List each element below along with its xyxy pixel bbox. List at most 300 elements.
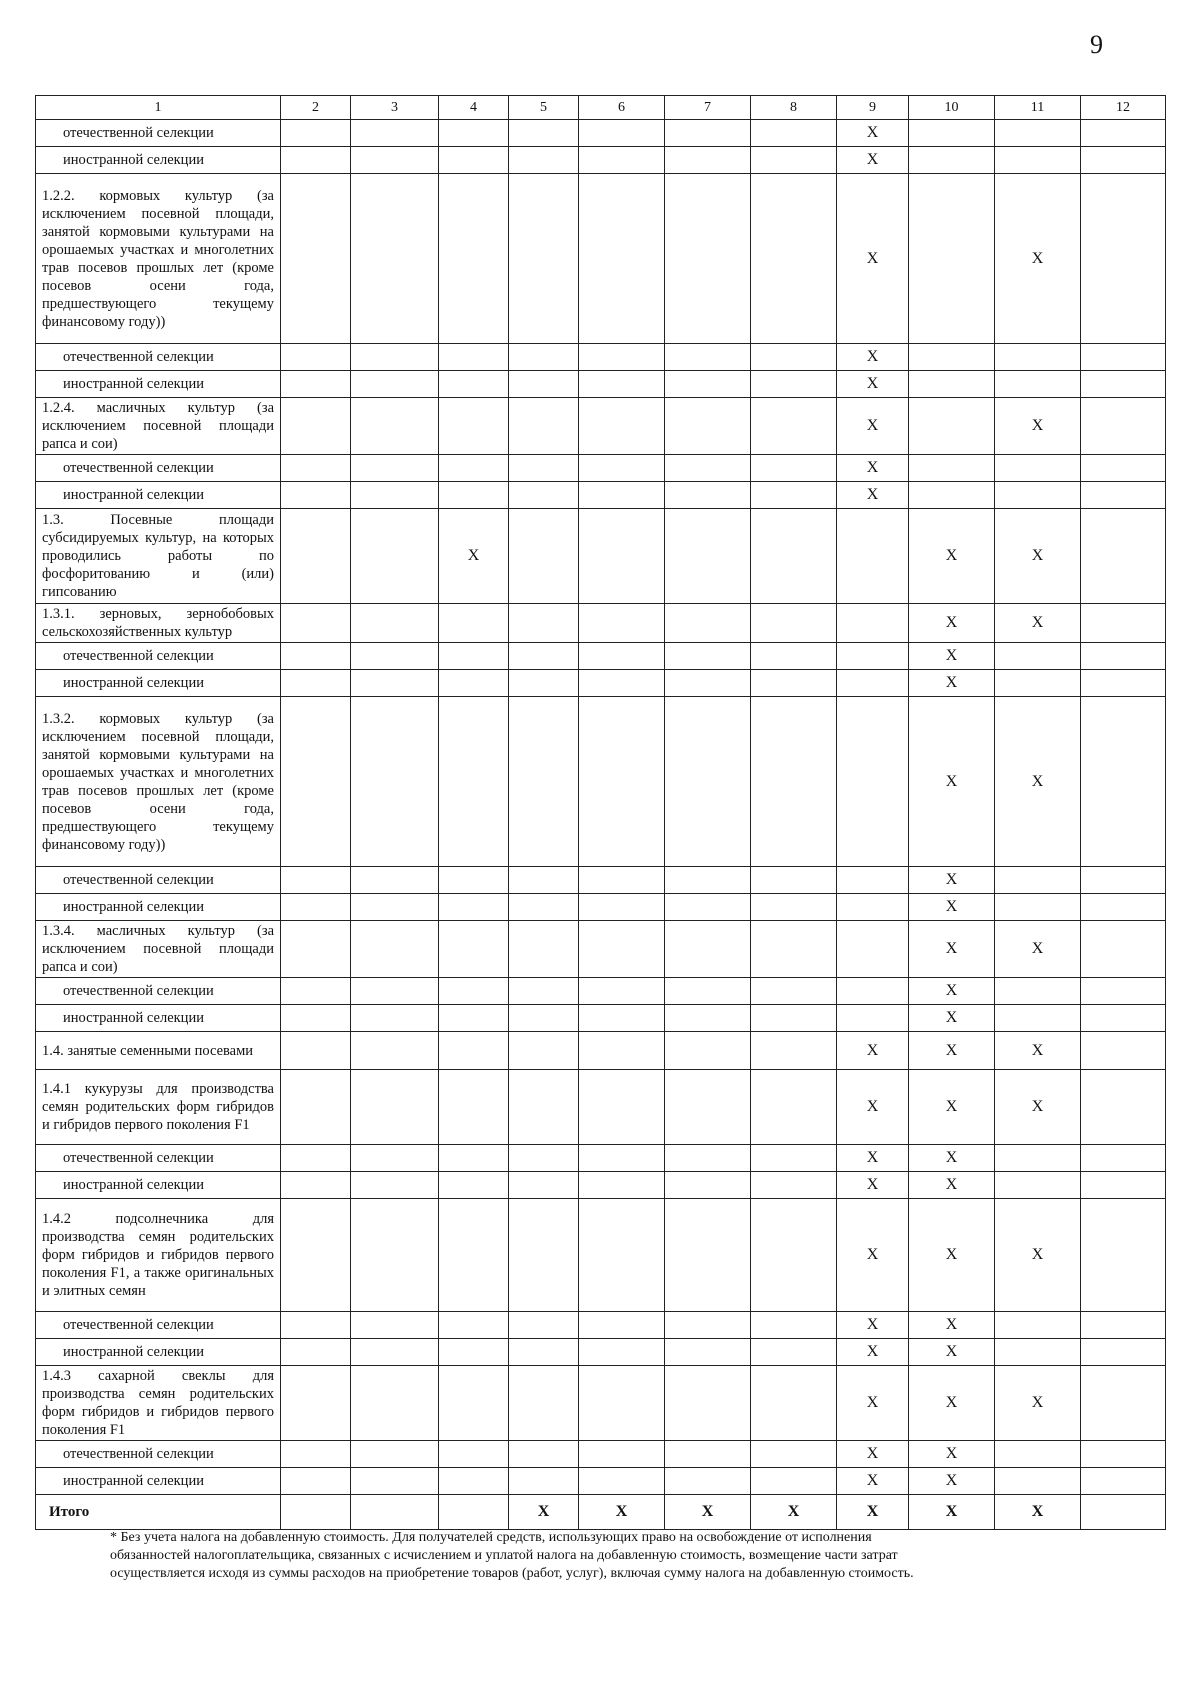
table-cell	[509, 509, 579, 604]
table-cell: X	[909, 1005, 995, 1032]
row-label: иностранной селекции	[36, 894, 281, 921]
table-cell	[509, 1339, 579, 1366]
table-cell	[751, 1070, 837, 1145]
table-cell	[837, 604, 909, 643]
table-cell	[579, 1005, 665, 1032]
table-cell	[1081, 1199, 1166, 1312]
table-cell	[1081, 604, 1166, 643]
table-cell	[509, 1366, 579, 1441]
table-cell	[281, 1441, 351, 1468]
table-cell	[579, 1441, 665, 1468]
table-cell	[995, 344, 1081, 371]
table-cell	[665, 455, 751, 482]
table-cell	[579, 1366, 665, 1441]
table-cell	[579, 344, 665, 371]
table-cell	[439, 1172, 509, 1199]
table-cell	[351, 398, 439, 455]
table-cell	[665, 1005, 751, 1032]
table-cell: X	[837, 344, 909, 371]
table-cell	[509, 482, 579, 509]
table-cell	[509, 894, 579, 921]
table-cell	[1081, 894, 1166, 921]
table-cell	[509, 921, 579, 978]
table-cell: X	[837, 1032, 909, 1070]
table-cell	[281, 643, 351, 670]
table-cell	[579, 670, 665, 697]
table-cell	[281, 1468, 351, 1495]
table-cell: X	[837, 120, 909, 147]
table-cell	[351, 921, 439, 978]
table-cell	[509, 1441, 579, 1468]
table-cell	[281, 697, 351, 867]
table-cell: X	[909, 1145, 995, 1172]
table-cell	[281, 398, 351, 455]
table-cell: X	[579, 1495, 665, 1530]
table-cell	[439, 1312, 509, 1339]
table-cell	[509, 1199, 579, 1312]
column-header: 10	[909, 96, 995, 120]
table-row	[36, 371, 1166, 398]
table-cell	[995, 1172, 1081, 1199]
table-cell	[509, 697, 579, 867]
table-cell: X	[837, 1145, 909, 1172]
page-number: 9	[1090, 30, 1103, 59]
table-cell: X	[909, 867, 995, 894]
table-cell	[439, 867, 509, 894]
table-cell	[995, 867, 1081, 894]
total-row	[36, 1495, 1166, 1530]
table-cell	[837, 921, 909, 978]
row-label: отечественной селекции	[36, 643, 281, 670]
table-cell	[509, 147, 579, 174]
table-cell	[351, 1145, 439, 1172]
table-cell	[579, 894, 665, 921]
table-cell: X	[909, 1495, 995, 1530]
table-cell	[665, 921, 751, 978]
table-cell	[995, 1468, 1081, 1495]
row-label: отечественной селекции	[36, 867, 281, 894]
table-cell	[665, 867, 751, 894]
row-label: 1.4.3 сахарной свеклы для производства семян родительских форм гибридов и гибридов первого поколения F1	[36, 1366, 281, 1441]
table-cell	[665, 1199, 751, 1312]
table-cell	[751, 1441, 837, 1468]
table-cell	[579, 1199, 665, 1312]
table-cell	[751, 509, 837, 604]
table-cell	[281, 1070, 351, 1145]
table-cell	[665, 1070, 751, 1145]
table-cell: X	[909, 894, 995, 921]
table-cell	[837, 894, 909, 921]
table-cell	[1081, 147, 1166, 174]
table-cell	[579, 371, 665, 398]
table-cell	[751, 978, 837, 1005]
table-cell	[579, 509, 665, 604]
table-row	[36, 670, 1166, 697]
table-cell	[837, 509, 909, 604]
table-cell: X	[909, 1070, 995, 1145]
table-row	[36, 509, 1166, 604]
table-cell	[579, 867, 665, 894]
table-cell	[351, 670, 439, 697]
table-cell	[665, 670, 751, 697]
row-label: иностранной селекции	[36, 1005, 281, 1032]
table-cell	[439, 978, 509, 1005]
table-cell: X	[909, 978, 995, 1005]
table-cell	[751, 398, 837, 455]
table-cell	[909, 174, 995, 344]
table-cell	[351, 1199, 439, 1312]
table-cell	[665, 1312, 751, 1339]
table-cell: X	[837, 1495, 909, 1530]
table-row	[36, 1172, 1166, 1199]
table-cell	[351, 697, 439, 867]
table-cell	[1081, 1032, 1166, 1070]
table-cell	[751, 670, 837, 697]
table-cell: X	[837, 1468, 909, 1495]
table-cell	[751, 1145, 837, 1172]
table-cell	[1081, 371, 1166, 398]
table-cell	[665, 697, 751, 867]
table-cell	[509, 398, 579, 455]
row-label: 1.2.2. кормовых культур (за исключением посевной площади, занятой кормовыми культурами на орошаемых участках и многолетних трав посевов прошлых лет (кроме посевов осени года, предшествующего текущему финансовому году))	[36, 174, 281, 344]
table-cell	[281, 1172, 351, 1199]
table-cell	[281, 1005, 351, 1032]
table-cell	[751, 921, 837, 978]
table-cell: X	[909, 921, 995, 978]
table-cell	[351, 174, 439, 344]
table-row	[36, 1145, 1166, 1172]
table-cell	[509, 670, 579, 697]
table-cell: X	[837, 1070, 909, 1145]
table-cell	[509, 1468, 579, 1495]
table-cell	[579, 1468, 665, 1495]
table-cell	[751, 1312, 837, 1339]
table-cell	[1081, 978, 1166, 1005]
table-cell	[665, 1468, 751, 1495]
column-header: 2	[281, 96, 351, 120]
table-cell	[351, 1441, 439, 1468]
column-header: 1	[36, 96, 281, 120]
table-cell	[281, 371, 351, 398]
table-cell: X	[909, 697, 995, 867]
table-cell: X	[995, 398, 1081, 455]
row-label: иностранной селекции	[36, 147, 281, 174]
table-cell	[509, 1070, 579, 1145]
table-row	[36, 1312, 1166, 1339]
table-cell	[579, 1032, 665, 1070]
table-cell	[1081, 1441, 1166, 1468]
table-cell	[909, 344, 995, 371]
table-cell	[665, 147, 751, 174]
table-cell	[281, 482, 351, 509]
table-cell	[909, 482, 995, 509]
table-cell	[837, 697, 909, 867]
column-header: 8	[751, 96, 837, 120]
table-cell: X	[665, 1495, 751, 1530]
table-row	[36, 398, 1166, 455]
table-cell	[439, 371, 509, 398]
table-cell	[909, 120, 995, 147]
table-cell	[579, 1172, 665, 1199]
table-cell	[665, 371, 751, 398]
table-cell: X	[995, 604, 1081, 643]
row-label: иностранной селекции	[36, 1468, 281, 1495]
table-cell	[579, 1070, 665, 1145]
table-cell	[351, 147, 439, 174]
table-cell	[1081, 1366, 1166, 1441]
table-cell: X	[995, 1366, 1081, 1441]
row-label: 1.4.1 кукурузы для производства семян родительских форм гибридов и гибридов первого поколения F1	[36, 1070, 281, 1145]
table-cell	[995, 670, 1081, 697]
table-cell	[995, 1145, 1081, 1172]
table-cell	[281, 509, 351, 604]
table-cell: X	[909, 1468, 995, 1495]
table-cell	[995, 1005, 1081, 1032]
table-cell	[995, 147, 1081, 174]
table-cell: X	[909, 670, 995, 697]
footnote: * Без учета налога на добавленную стоимость. Для получателей средств, использующих право на освобождение от исполнения обязанностей налогоплательщика, связанных с исчислением и уплатой налога на добавленную стоимость, возмещение части затрат осуществляется исходя из суммы расходов на приобретение товаров (работ, услуг), включая сумму налога на добавленную стоимость.	[110, 1530, 914, 1581]
column-header: 5	[509, 96, 579, 120]
table-cell	[1081, 482, 1166, 509]
row-label: 1.2.4. масличных культур (за исключением посевной площади рапса и сои)	[36, 398, 281, 455]
table-cell	[995, 120, 1081, 147]
table-cell	[281, 1495, 351, 1530]
table-cell	[509, 1312, 579, 1339]
table-cell: X	[837, 482, 909, 509]
table-cell	[995, 455, 1081, 482]
table-cell	[665, 1032, 751, 1070]
table-cell: X	[995, 1032, 1081, 1070]
row-label: 1.4. занятые семенными посевами	[36, 1032, 281, 1070]
table-cell	[751, 120, 837, 147]
table-cell	[439, 1495, 509, 1530]
row-label: иностранной селекции	[36, 371, 281, 398]
table-cell	[751, 894, 837, 921]
table-cell: X	[837, 1441, 909, 1468]
row-label: отечественной селекции	[36, 978, 281, 1005]
table-cell	[579, 604, 665, 643]
table-cell	[751, 344, 837, 371]
table-row	[36, 1339, 1166, 1366]
table-cell	[665, 1172, 751, 1199]
table-cell	[837, 670, 909, 697]
table-cell	[751, 1339, 837, 1366]
table-cell	[995, 482, 1081, 509]
row-label: отечественной селекции	[36, 455, 281, 482]
table-cell	[439, 120, 509, 147]
table-cell	[751, 147, 837, 174]
table-cell	[439, 1145, 509, 1172]
table-cell	[439, 344, 509, 371]
table-cell	[751, 1032, 837, 1070]
table-cell: X	[439, 509, 509, 604]
table-cell	[579, 978, 665, 1005]
row-label: 1.4.2 подсолнечника для производства семян родительских форм гибридов и гибридов первого поколения F1, а также оригинальных и элитных семян	[36, 1199, 281, 1312]
table-cell: X	[837, 1172, 909, 1199]
table-cell	[1081, 697, 1166, 867]
table-cell	[665, 482, 751, 509]
table-cell	[509, 643, 579, 670]
table-cell	[351, 509, 439, 604]
table-cell: X	[837, 1366, 909, 1441]
column-header: 4	[439, 96, 509, 120]
table-cell	[1081, 455, 1166, 482]
table-row	[36, 1070, 1166, 1145]
table-cell: X	[995, 921, 1081, 978]
row-label: 1.3.2. кормовых культур (за исключением посевной площади, занятой кормовыми культурами на орошаемых участках и многолетних трав посевов прошлых лет (кроме посевов осени года, предшествующего текущему финансовому году))	[36, 697, 281, 867]
table-row	[36, 1032, 1166, 1070]
table-cell	[351, 1339, 439, 1366]
table-cell	[439, 455, 509, 482]
table-row	[36, 978, 1166, 1005]
table-cell	[351, 1172, 439, 1199]
table-cell	[665, 344, 751, 371]
table-cell	[439, 643, 509, 670]
table-row	[36, 1468, 1166, 1495]
column-header: 7	[665, 96, 751, 120]
row-label: отечественной селекции	[36, 344, 281, 371]
table-cell	[351, 978, 439, 1005]
table-cell	[665, 1366, 751, 1441]
table-row	[36, 1366, 1166, 1441]
table-cell	[439, 921, 509, 978]
table-cell	[351, 1032, 439, 1070]
table-cell	[995, 894, 1081, 921]
table-cell: X	[837, 398, 909, 455]
table-cell	[351, 643, 439, 670]
row-label: иностранной селекции	[36, 1172, 281, 1199]
table-cell	[579, 455, 665, 482]
table-cell	[1081, 1005, 1166, 1032]
table-cell	[439, 1199, 509, 1312]
table-cell	[995, 1312, 1081, 1339]
table-cell	[509, 455, 579, 482]
table-row	[36, 482, 1166, 509]
table-cell	[351, 604, 439, 643]
table-cell	[751, 1199, 837, 1312]
table-cell	[751, 1366, 837, 1441]
table-cell	[751, 1005, 837, 1032]
table-cell	[1081, 1312, 1166, 1339]
table-cell	[1081, 174, 1166, 344]
table-cell: X	[837, 1199, 909, 1312]
column-header: 9	[837, 96, 909, 120]
table-cell	[281, 604, 351, 643]
table-cell	[351, 1468, 439, 1495]
table-cell	[909, 147, 995, 174]
total-label: Итого	[36, 1495, 281, 1530]
row-label: отечественной селекции	[36, 1145, 281, 1172]
table-cell	[439, 1032, 509, 1070]
table-cell	[281, 1312, 351, 1339]
table-cell	[439, 1366, 509, 1441]
table-cell	[1081, 120, 1166, 147]
table-cell	[579, 147, 665, 174]
table-cell	[351, 371, 439, 398]
subsidy-table	[35, 95, 1166, 1530]
table-cell	[579, 482, 665, 509]
table-cell	[351, 1366, 439, 1441]
table-cell	[509, 867, 579, 894]
table-cell	[579, 1339, 665, 1366]
row-label: иностранной селекции	[36, 482, 281, 509]
table-cell	[665, 120, 751, 147]
table-cell	[995, 978, 1081, 1005]
table-cell	[665, 604, 751, 643]
column-header: 12	[1081, 96, 1166, 120]
table-cell: X	[995, 174, 1081, 344]
table-row	[36, 147, 1166, 174]
table-cell	[351, 455, 439, 482]
table-cell: X	[837, 174, 909, 344]
table-cell	[281, 867, 351, 894]
header-row	[36, 96, 1166, 120]
table-cell	[751, 697, 837, 867]
table-cell	[751, 643, 837, 670]
table-cell: X	[909, 1366, 995, 1441]
table-cell	[995, 371, 1081, 398]
table-cell	[909, 371, 995, 398]
table-cell	[439, 174, 509, 344]
table-cell	[281, 894, 351, 921]
table-cell	[439, 482, 509, 509]
table-cell: X	[995, 1495, 1081, 1530]
table-cell	[579, 643, 665, 670]
table-cell	[281, 174, 351, 344]
table-cell	[351, 1312, 439, 1339]
table-cell	[439, 1468, 509, 1495]
table-cell	[281, 978, 351, 1005]
table-cell	[1081, 643, 1166, 670]
table-cell	[281, 1366, 351, 1441]
table-cell	[351, 1495, 439, 1530]
table-cell	[665, 509, 751, 604]
table-cell	[665, 1339, 751, 1366]
table-cell	[909, 455, 995, 482]
table-cell	[1081, 867, 1166, 894]
table-cell	[439, 1070, 509, 1145]
table-cell	[909, 398, 995, 455]
table-row	[36, 894, 1166, 921]
table-cell	[281, 1339, 351, 1366]
table-cell: X	[837, 1312, 909, 1339]
table-cell	[751, 482, 837, 509]
table-cell: X	[995, 1070, 1081, 1145]
table-cell	[579, 697, 665, 867]
table-cell	[751, 1468, 837, 1495]
row-label: отечественной селекции	[36, 120, 281, 147]
table-cell	[351, 344, 439, 371]
table-cell	[665, 978, 751, 1005]
table-cell	[837, 978, 909, 1005]
table-cell	[751, 371, 837, 398]
table-cell	[509, 344, 579, 371]
table-row	[36, 344, 1166, 371]
table-cell	[281, 344, 351, 371]
table-cell: X	[909, 1032, 995, 1070]
table-cell	[579, 120, 665, 147]
table-cell: X	[909, 643, 995, 670]
table-cell	[995, 1339, 1081, 1366]
table-cell	[281, 455, 351, 482]
table-cell	[1081, 1172, 1166, 1199]
table-cell	[837, 1005, 909, 1032]
table-cell	[281, 1145, 351, 1172]
table-row	[36, 120, 1166, 147]
table-cell	[751, 174, 837, 344]
column-header: 6	[579, 96, 665, 120]
table-cell	[281, 120, 351, 147]
